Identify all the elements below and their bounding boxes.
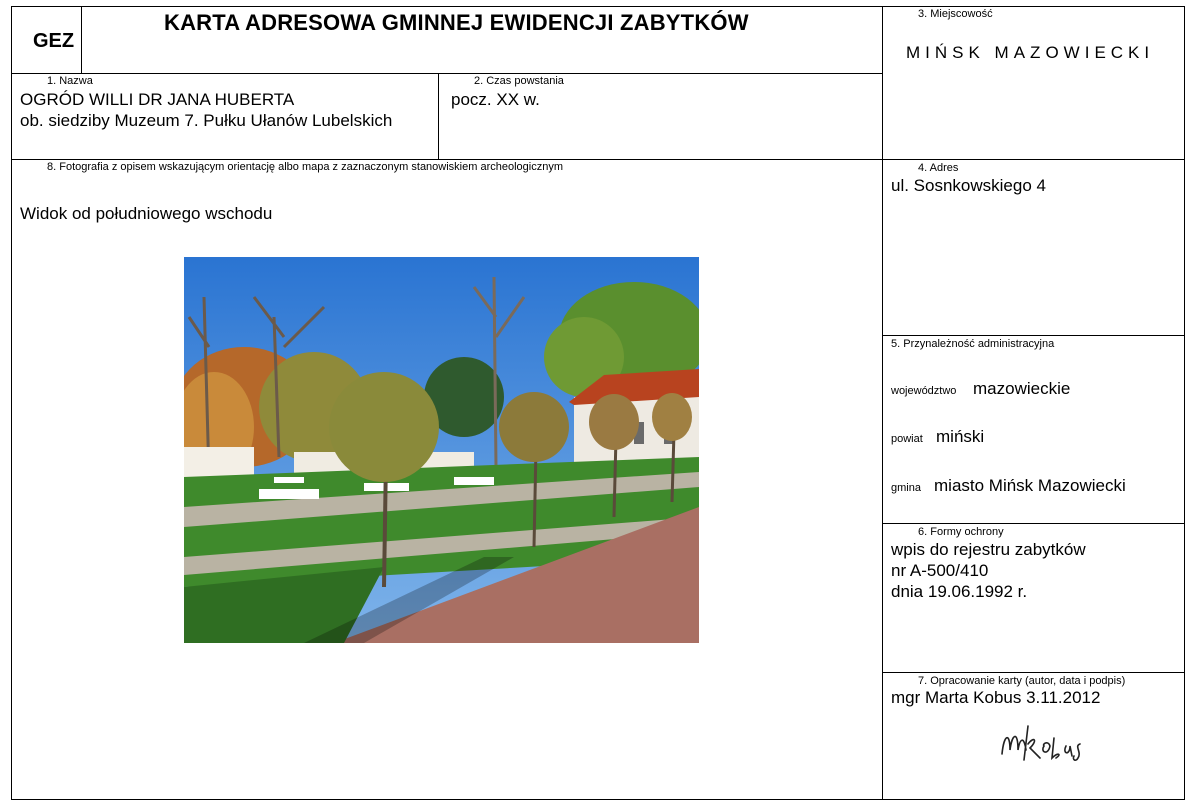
divider (882, 6, 883, 800)
protection-line-2: nr A-500/410 (891, 561, 989, 580)
name-label: 1. Nazwa (47, 75, 93, 87)
photo-caption: Widok od południowego wschodu (20, 204, 273, 223)
protection-line-1: wpis do rejestru zabytków (891, 540, 1086, 559)
creation-time-value: pocz. XX w. (451, 90, 540, 109)
county-label: powiat (891, 433, 923, 445)
prepared-by-label: 7. Opracowanie karty (autor, data i podpis) (918, 675, 1126, 687)
locality-value: MIŃSK MAZOWIECKI (906, 43, 1155, 62)
card-title: KARTA ADRESOWA GMINNEJ EWIDENCJI ZABYTKÓW (164, 10, 749, 35)
card-code: GEZ (33, 30, 75, 52)
signature (990, 716, 1100, 776)
divider (882, 523, 1185, 524)
commune-value: miasto Mińsk Mazowiecki (934, 476, 1126, 495)
address-label: 4. Adres (918, 162, 959, 174)
divider (11, 159, 1185, 160)
divider (81, 6, 82, 73)
protection-label: 6. Formy ochrony (918, 526, 1004, 538)
divider (882, 335, 1185, 336)
name-line-2: ob. siedziby Muzeum 7. Pułku Ułanów Lubelskich (20, 111, 393, 130)
county-value: miński (936, 427, 985, 446)
divider (438, 73, 439, 159)
protection-line-3: dnia 19.06.1992 r. (891, 582, 1028, 601)
administrative-label: 5. Przynależność administracyjna (891, 338, 1055, 350)
site-photo (184, 257, 699, 643)
divider (882, 672, 1185, 673)
voivodeship-label: województwo (891, 385, 957, 397)
creation-time-label: 2. Czas powstania (474, 75, 564, 87)
name-line-1: OGRÓD WILLI DR JANA HUBERTA (20, 90, 295, 109)
address-value: ul. Sosnkowskiego 4 (891, 176, 1046, 195)
commune-label: gmina (891, 482, 921, 494)
locality-label: 3. Miejscowość (918, 8, 993, 20)
divider (11, 73, 882, 74)
prepared-by-value: mgr Marta Kobus 3.11.2012 (891, 688, 1101, 707)
photo-section-label: 8. Fotografia z opisem wskazującym orientację albo mapa z zaznaczonym stanowiskiem archeologicznym (47, 161, 564, 173)
voivodeship-value: mazowieckie (973, 379, 1071, 398)
